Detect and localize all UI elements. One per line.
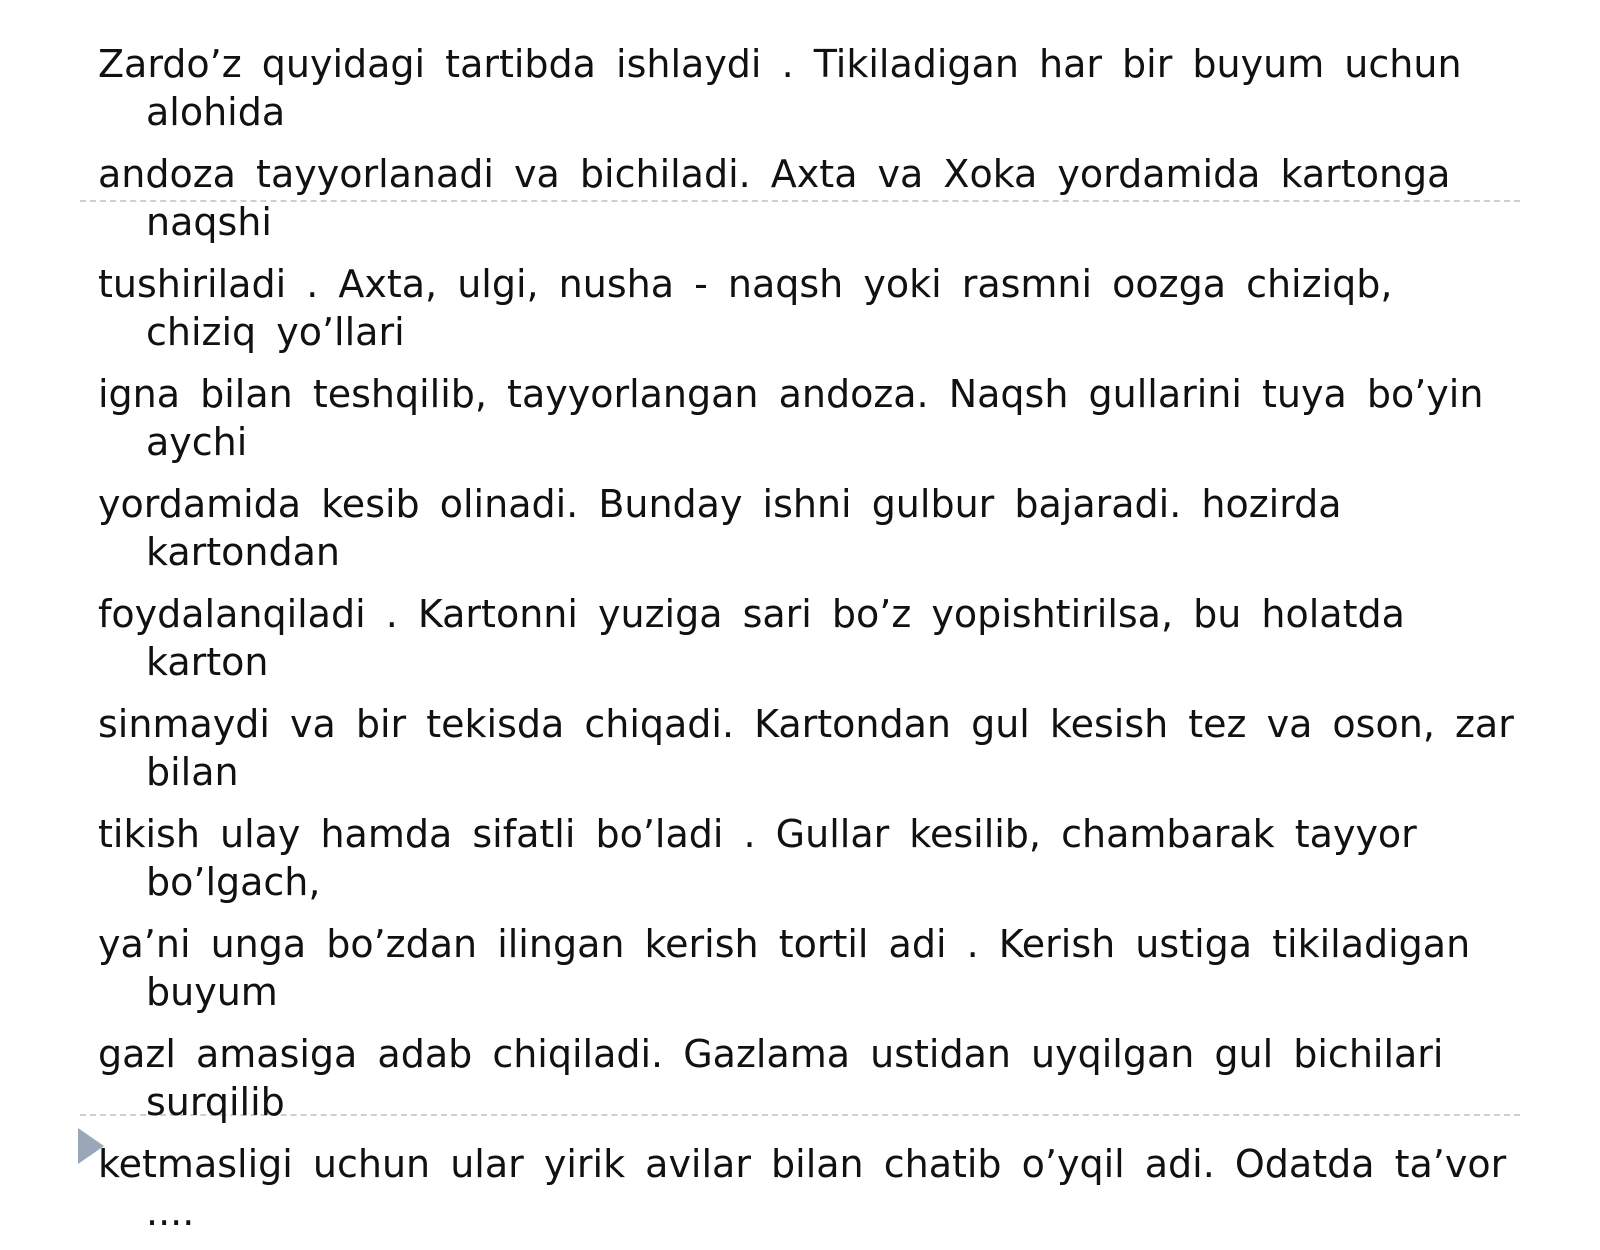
- paragraph-line: yordamida kesib olinadi. Bunday ishni gulbur bajaradi. hozirda kartondan: [98, 482, 1342, 574]
- paragraph-line: Zardo’z quyidagi tartibda ishlaydi . Tikiladigan har bir buyum uchun alohida: [98, 42, 1462, 134]
- paragraph-line: gazl amasiga adab chiqiladi. Gazlama ustidan uyqilgan gul bichilari surqilib: [98, 1032, 1444, 1124]
- paragraph-line: andoza tayyorlanadi va bichiladi. Axta va Xoka yordamida kartonga naqshi: [98, 152, 1451, 244]
- paragraph-line: foydalanqiladi . Kartonni yuziga sari bo’z yopishtirilsa, bu holatda karton: [98, 592, 1405, 684]
- paragraph-line: tushiriladi . Axta, ulgi, nusha - naqsh yoki rasmni oozga chiziqb, chiziq yo’llari: [98, 262, 1393, 354]
- paragraph-line: sinmaydi va bir tekisda chiqadi. Kartondan gul kesish tez va oson, zar bilan: [98, 702, 1514, 794]
- paragraph-line: tikish ulay hamda sifatli bo’ladi . Gullar kesilib, chambarak tayyor bo’lgach,: [98, 812, 1417, 904]
- paragraph-line: ya’ni unga bo’zdan ilingan kerish tortil adi . Kerish ustiga tikiladigan buyum: [98, 922, 1471, 1014]
- document-text-block: [98, 40, 1518, 1250]
- paragraph-line: ketmasligi uchun ular yirik avilar bilan chatib o’yqil adi. Odatda ta’vor ....: [98, 1142, 1507, 1234]
- paragraph-line: igna bilan teshqilib, tayyorlangan andoza. Naqsh gullarini tuya bo’yin aychi: [98, 372, 1484, 464]
